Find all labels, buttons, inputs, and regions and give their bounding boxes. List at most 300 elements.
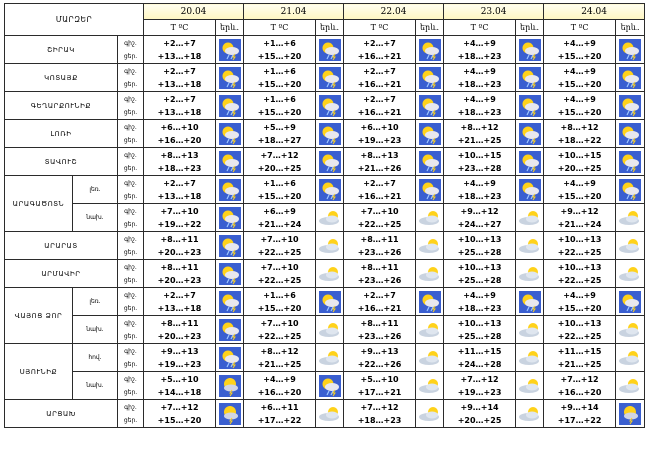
night-temperature: +8…+11 (360, 318, 399, 328)
day-label: ցեր. (123, 80, 138, 88)
night-label: գիշ. (124, 263, 137, 271)
weather-icon-cell (216, 148, 244, 176)
day-temperature: +16…+20 (157, 135, 202, 145)
night-temperature: +8…+13 (360, 150, 399, 160)
weather-icon-cell (216, 372, 244, 400)
sun-rain-icon (216, 319, 243, 341)
temperature-cell (144, 176, 216, 204)
day-temperature: +19…+23 (457, 387, 502, 397)
temperature-cell (544, 316, 616, 344)
weather-icon-cell (616, 232, 645, 260)
icon-column-header: երև. (316, 20, 344, 36)
region-name: ՍՅՈՒՆԻՔ (5, 344, 73, 400)
temperature-cell (144, 344, 216, 372)
temperature-cell (144, 260, 216, 288)
period-labels (118, 120, 144, 148)
night-temperature: +6…+11 (260, 402, 299, 412)
night-temperature: +8…+11 (160, 234, 199, 244)
sun-rain-icon (216, 67, 243, 89)
sun-rain-icon (616, 39, 644, 61)
weather-icon-cell (216, 64, 244, 92)
moon-rain-icon (216, 403, 243, 425)
weather-icon-cell (416, 176, 444, 204)
night-temperature: +2…+7 (363, 178, 396, 188)
temperature-cell (544, 232, 616, 260)
night-temperature: +7…+12 (460, 374, 499, 384)
temperature-cell (344, 260, 416, 288)
day-label: ցեր. (123, 360, 138, 368)
day-temperature: +25…+28 (457, 247, 502, 257)
region-name: ՎԱՅՈՑ ՁՈՐ (5, 288, 73, 344)
weather-icon-cell (616, 176, 645, 204)
weather-icon-cell (216, 92, 244, 120)
night-temperature: +10…+13 (557, 262, 602, 272)
day-label: ցեր. (123, 304, 138, 312)
icon-column-header: երև. (516, 20, 544, 36)
weather-icon-cell (316, 120, 344, 148)
night-temperature: +7…+12 (360, 402, 399, 412)
temperature-cell (244, 316, 316, 344)
temperature-cell (144, 148, 216, 176)
sun-rain-icon (316, 95, 343, 117)
day-temperature: +23…+28 (457, 163, 502, 173)
day-temperature: +18…+23 (457, 303, 502, 313)
period-labels (118, 344, 144, 372)
day-temperature: +14…+18 (157, 387, 202, 397)
weather-icon-cell (416, 92, 444, 120)
date-header: 20.04 (144, 4, 244, 20)
night-label: գիշ. (124, 291, 137, 299)
sun-rain-icon (616, 179, 644, 201)
temperature-cell (544, 288, 616, 316)
weather-icon-cell (516, 400, 544, 428)
temperature-cell (544, 400, 616, 428)
temperature-column-header: T ºC (544, 20, 616, 36)
night-temperature: +8…+11 (160, 318, 199, 328)
temperature-cell (444, 92, 516, 120)
period-labels (118, 316, 144, 344)
table-row (5, 232, 645, 260)
sun-rain-icon (216, 151, 243, 173)
weather-icon-cell (416, 232, 444, 260)
day-temperature: +20…+23 (157, 331, 202, 341)
sun-rain-icon (516, 39, 543, 61)
weather-icon-cell (516, 204, 544, 232)
temperature-cell (144, 64, 216, 92)
night-temperature: +2…+7 (363, 66, 396, 76)
sun-rain-icon (416, 67, 443, 89)
weather-icon-cell (616, 316, 645, 344)
weather-icon-cell (416, 288, 444, 316)
weather-icon-cell (516, 64, 544, 92)
weather-icon-cell (516, 36, 544, 64)
sun-rain-icon (416, 291, 443, 313)
weather-icon-cell (216, 288, 244, 316)
sun-rain-icon (216, 39, 243, 61)
cloud-sun-icon (416, 319, 443, 341)
night-temperature: +4…+9 (563, 38, 596, 48)
night-temperature: +8…+11 (360, 234, 399, 244)
night-temperature: +11…+15 (457, 346, 502, 356)
temperature-cell (544, 344, 616, 372)
weather-icon-cell (316, 372, 344, 400)
night-temperature: +6…+10 (160, 122, 199, 132)
temperature-cell (444, 288, 516, 316)
sun-rain-icon (316, 123, 343, 145)
night-temperature: +7…+12 (560, 374, 599, 384)
night-temperature: +1…+6 (263, 290, 296, 300)
day-temperature: +22…+25 (557, 247, 602, 257)
temperature-cell (244, 204, 316, 232)
table-row (5, 372, 645, 400)
day-temperature: +24…+27 (457, 219, 502, 229)
day-temperature: +15…+20 (257, 51, 302, 61)
night-temperature: +7…+10 (260, 262, 299, 272)
temperature-cell (544, 260, 616, 288)
night-temperature: +2…+7 (363, 290, 396, 300)
weather-icon-cell (416, 36, 444, 64)
weather-icon-cell (316, 36, 344, 64)
day-temperature: +18…+23 (457, 51, 502, 61)
temperature-cell (144, 36, 216, 64)
weather-icon-cell (516, 92, 544, 120)
night-temperature: +8…+11 (160, 262, 199, 272)
sun-rain-icon (516, 151, 543, 173)
night-temperature: +1…+6 (263, 178, 296, 188)
cloud-sun-icon (616, 207, 644, 229)
day-temperature: +16…+21 (357, 107, 402, 117)
temperature-cell (244, 92, 316, 120)
cloud-sun-icon (516, 235, 543, 257)
weather-icon-cell (316, 344, 344, 372)
night-label: գիշ. (124, 151, 137, 159)
day-temperature: +22…+25 (357, 219, 402, 229)
night-temperature: +9…+14 (460, 402, 499, 412)
weather-icon-cell (416, 316, 444, 344)
table-row (5, 148, 645, 176)
weather-icon-cell (416, 260, 444, 288)
period-labels (118, 148, 144, 176)
day-label: ցեր. (123, 416, 138, 424)
temperature-cell (244, 176, 316, 204)
day-temperature: +23…+26 (357, 247, 402, 257)
day-temperature: +21…+25 (557, 359, 602, 369)
weather-icon-cell (516, 120, 544, 148)
day-temperature: +16…+21 (357, 191, 402, 201)
weather-icon-cell (416, 64, 444, 92)
date-header: 22.04 (344, 4, 444, 20)
region-name: ԼՈՌԻ (5, 120, 118, 148)
period-labels (118, 64, 144, 92)
sun-rain-icon (416, 39, 443, 61)
sun-rain-icon (516, 291, 543, 313)
night-label: գիշ. (124, 179, 137, 187)
sun-rain-icon (216, 235, 243, 257)
temperature-cell (344, 64, 416, 92)
night-temperature: +10…+13 (457, 234, 502, 244)
weather-icon-cell (316, 260, 344, 288)
region-name: ԿՈՏԱՅՔ (5, 64, 118, 92)
day-temperature: +22…+25 (557, 275, 602, 285)
day-temperature: +13…+18 (157, 79, 202, 89)
temperature-cell (444, 232, 516, 260)
night-temperature: +9…+14 (560, 402, 599, 412)
date-header: 23.04 (444, 4, 544, 20)
night-temperature: +2…+7 (163, 178, 196, 188)
temperature-cell (244, 288, 316, 316)
subregion-label: լեռ. (73, 288, 118, 316)
day-temperature: +15…+20 (557, 303, 602, 313)
night-temperature: +2…+7 (363, 94, 396, 104)
night-temperature: +6…+10 (360, 122, 399, 132)
night-temperature: +7…+12 (260, 150, 299, 160)
temperature-cell (344, 288, 416, 316)
day-temperature: +16…+21 (357, 51, 402, 61)
temperature-cell (544, 92, 616, 120)
weather-icon-cell (316, 316, 344, 344)
sun-rain-icon (316, 67, 343, 89)
night-temperature: +8…+13 (160, 150, 199, 160)
night-temperature: +8…+12 (460, 122, 499, 132)
table-row (5, 316, 645, 344)
night-temperature: +4…+9 (463, 178, 496, 188)
region-name: ՏԱՎՈՒՇ (5, 148, 118, 176)
day-temperature: +22…+25 (257, 331, 302, 341)
subregion-label: լեռ. (73, 176, 118, 204)
temperature-cell (544, 36, 616, 64)
temperature-cell (344, 120, 416, 148)
cloud-sun-icon (316, 403, 343, 425)
weather-icon-cell (216, 400, 244, 428)
cloud-sun-icon (516, 319, 543, 341)
day-temperature: +18…+23 (457, 191, 502, 201)
night-temperature: +7…+12 (160, 402, 199, 412)
night-label: գիշ. (124, 235, 137, 243)
sun-rain-icon (416, 151, 443, 173)
cloud-sun-icon (516, 403, 543, 425)
period-labels (118, 288, 144, 316)
sun-rain-icon (416, 123, 443, 145)
temperature-cell (244, 344, 316, 372)
temperature-cell (544, 64, 616, 92)
night-temperature: +8…+11 (360, 262, 399, 272)
day-temperature: +24…+28 (457, 359, 502, 369)
temperature-cell (544, 176, 616, 204)
sun-rain-icon (316, 39, 343, 61)
region-name: ԱՐԱՐԱՏ (5, 232, 118, 260)
temperature-cell (544, 120, 616, 148)
night-temperature: +4…+9 (463, 94, 496, 104)
day-temperature: +23…+26 (357, 331, 402, 341)
table-row (5, 64, 645, 92)
temperature-cell (244, 120, 316, 148)
temperature-cell (544, 372, 616, 400)
weather-icon-cell (516, 148, 544, 176)
table-row (5, 260, 645, 288)
weather-icon-cell (516, 288, 544, 316)
temperature-cell (344, 204, 416, 232)
sun-rain-icon (216, 207, 243, 229)
weather-icon-cell (216, 316, 244, 344)
day-temperature: +18…+23 (357, 415, 402, 425)
night-temperature: +1…+6 (263, 94, 296, 104)
day-temperature: +17…+22 (557, 415, 602, 425)
temperature-cell (344, 232, 416, 260)
weather-icon-cell (216, 260, 244, 288)
weather-icon-cell (216, 176, 244, 204)
region-name: ԱՐՑԱԽ (5, 400, 118, 428)
weather-icon-cell (616, 92, 645, 120)
weather-icon-cell (416, 148, 444, 176)
subregion-label: հով. (73, 344, 118, 372)
icon-column-header: երև. (216, 20, 244, 36)
temperature-cell (544, 204, 616, 232)
cloud-sun-icon (516, 207, 543, 229)
night-label: գիշ. (124, 403, 137, 411)
night-temperature: +2…+7 (163, 66, 196, 76)
day-temperature: +18…+23 (157, 163, 202, 173)
temperature-cell (244, 64, 316, 92)
day-temperature: +22…+25 (257, 247, 302, 257)
subregion-label: նախ. (73, 316, 118, 344)
period-labels (118, 400, 144, 428)
sun-rain-icon (216, 179, 243, 201)
period-labels (118, 204, 144, 232)
day-temperature: +16…+21 (357, 79, 402, 89)
table-row (5, 36, 645, 64)
temperature-cell (444, 260, 516, 288)
day-temperature: +23…+26 (357, 275, 402, 285)
day-temperature: +18…+27 (257, 135, 302, 145)
weather-icon-cell (516, 260, 544, 288)
day-label: ցեր. (123, 164, 138, 172)
table-row (5, 288, 645, 316)
temperature-cell (144, 316, 216, 344)
day-temperature: +22…+25 (257, 275, 302, 285)
day-temperature: +20…+25 (557, 163, 602, 173)
day-temperature: +21…+25 (257, 359, 302, 369)
night-temperature: +7…+10 (260, 234, 299, 244)
temperature-cell (444, 372, 516, 400)
cloud-sun-icon (616, 375, 644, 397)
cloud-sun-icon (516, 375, 543, 397)
period-labels (118, 372, 144, 400)
weather-icon-cell (416, 204, 444, 232)
day-temperature: +22…+25 (557, 331, 602, 341)
sun-rain-icon (616, 151, 644, 173)
night-label: գիշ. (124, 39, 137, 47)
night-label: գիշ. (124, 347, 137, 355)
night-temperature: +10…+15 (557, 150, 602, 160)
day-temperature: +15…+20 (557, 79, 602, 89)
temperature-cell (344, 400, 416, 428)
moon-rain-icon (216, 375, 243, 397)
date-header: 21.04 (244, 4, 344, 20)
weather-icon-cell (616, 36, 645, 64)
temperature-cell (444, 316, 516, 344)
sun-rain-icon (516, 67, 543, 89)
day-temperature: +21…+24 (557, 219, 602, 229)
sun-rain-icon (216, 263, 243, 285)
day-temperature: +15…+20 (157, 415, 202, 425)
weather-icon-cell (616, 64, 645, 92)
day-temperature: +18…+23 (457, 107, 502, 117)
day-temperature: +16…+21 (357, 303, 402, 313)
temperature-cell (344, 92, 416, 120)
cloud-sun-icon (316, 347, 343, 369)
day-label: ցեր. (123, 276, 138, 284)
temperature-cell (344, 372, 416, 400)
region-name: ԳԵՂԱՐՔՈՒՆԻՔ (5, 92, 118, 120)
weather-icon-cell (616, 260, 645, 288)
regions-header: ՄԱՐԶԵՐ (5, 4, 144, 36)
night-temperature: +9…+12 (560, 206, 599, 216)
cloud-sun-icon (416, 207, 443, 229)
day-temperature: +18…+23 (457, 79, 502, 89)
temperature-cell (144, 92, 216, 120)
day-temperature: +25…+28 (457, 331, 502, 341)
day-temperature: +17…+22 (257, 415, 302, 425)
weather-icon-cell (316, 400, 344, 428)
cloud-sun-icon (316, 207, 343, 229)
temperature-cell (144, 400, 216, 428)
temperature-cell (244, 36, 316, 64)
night-temperature: +10…+13 (557, 318, 602, 328)
sun-rain-icon (616, 291, 644, 313)
region-name: ԱՐԱԳԱԾՈՏՆ (5, 176, 73, 232)
sun-rain-icon (416, 179, 443, 201)
sun-rain-icon (616, 123, 644, 145)
cloud-sun-icon (416, 403, 443, 425)
night-temperature: +4…+9 (463, 38, 496, 48)
weather-icon-cell (316, 288, 344, 316)
cloud-sun-icon (416, 375, 443, 397)
day-temperature: +15…+20 (257, 303, 302, 313)
day-temperature: +21…+25 (457, 135, 502, 145)
subregion-label: նախ. (73, 372, 118, 400)
night-temperature: +7…+10 (360, 206, 399, 216)
period-labels (118, 232, 144, 260)
weather-icon-cell (416, 372, 444, 400)
table-row (5, 92, 645, 120)
cloud-sun-icon (416, 235, 443, 257)
table-row (5, 120, 645, 148)
night-label: գիշ. (124, 207, 137, 215)
sun-rain-icon (616, 67, 644, 89)
period-labels (118, 176, 144, 204)
night-temperature: +1…+6 (263, 38, 296, 48)
cloud-sun-icon (316, 235, 343, 257)
day-temperature: +21…+26 (357, 163, 402, 173)
night-temperature: +2…+7 (163, 94, 196, 104)
weather-icon-cell (316, 204, 344, 232)
table-row (5, 176, 645, 204)
weather-icon-cell (216, 36, 244, 64)
sun-rain-icon (216, 95, 243, 117)
weather-icon-cell (316, 148, 344, 176)
weather-icon-cell (316, 92, 344, 120)
night-label: գիշ. (124, 375, 137, 383)
region-name: ԱՐՄԱՎԻՐ (5, 260, 118, 288)
weather-icon-cell (216, 120, 244, 148)
day-temperature: +15…+20 (257, 191, 302, 201)
day-temperature: +16…+20 (257, 387, 302, 397)
day-temperature: +13…+18 (157, 51, 202, 61)
temperature-cell (344, 316, 416, 344)
night-temperature: +2…+7 (163, 290, 196, 300)
night-temperature: +4…+9 (563, 66, 596, 76)
cloud-sun-icon (516, 263, 543, 285)
